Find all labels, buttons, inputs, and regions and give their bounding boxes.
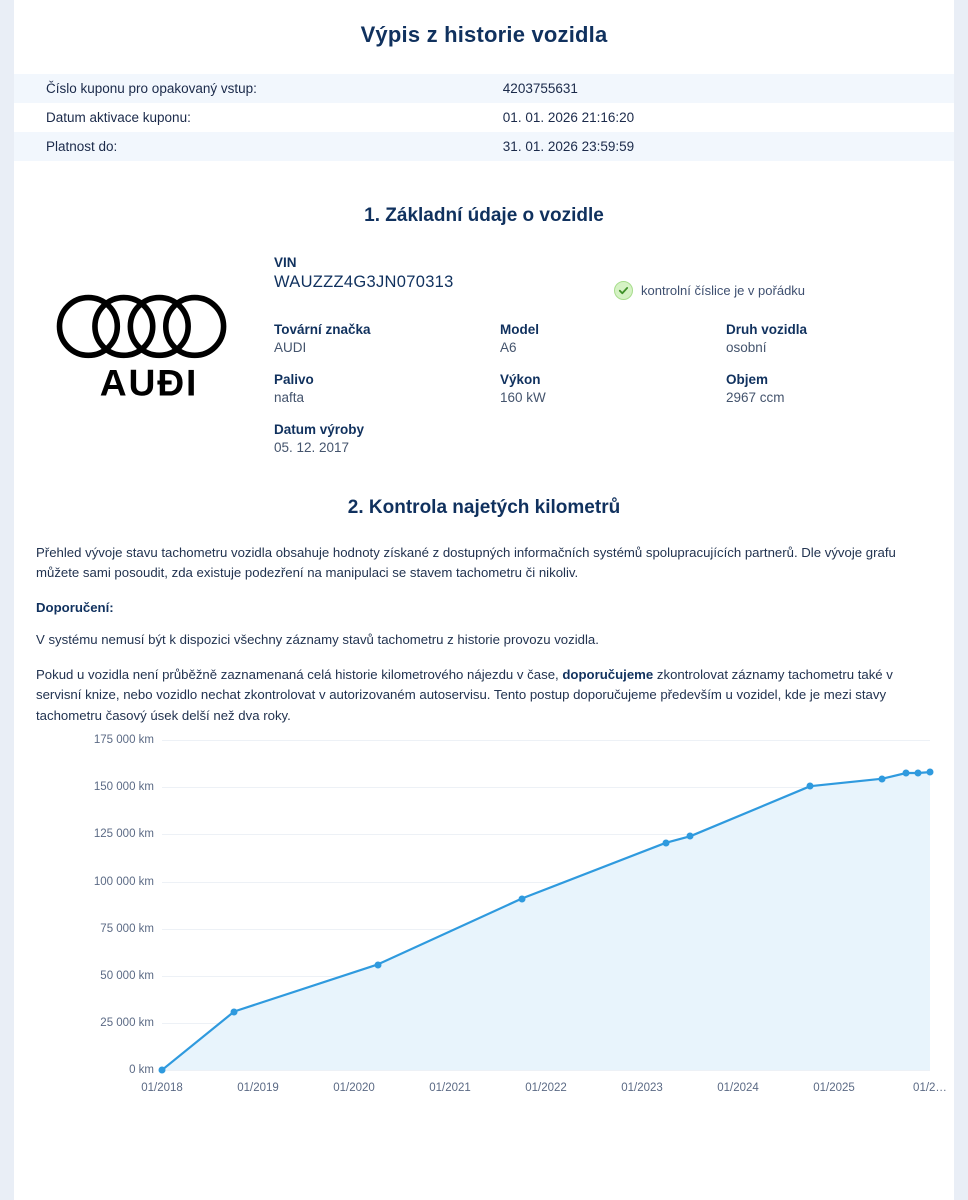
chart-y-tick-label: 150 000 km	[93, 781, 154, 794]
coupon-validity-value: 31. 01. 2026 23:59:59	[502, 139, 635, 154]
field-brand-label: Tovární značka	[274, 322, 371, 337]
chart-y-tick-label: 100 000 km	[93, 875, 154, 888]
chart-y-tick-label: 0 km	[129, 1064, 154, 1077]
chart-x-tick-label: 01/2020	[333, 1082, 375, 1095]
chart-x-tick-label: 01/2019	[237, 1082, 279, 1095]
field-fuel	[274, 372, 500, 405]
field-production-date-label: Datum výroby	[274, 422, 365, 437]
coupon-number-value: 4203755631	[502, 81, 578, 96]
field-power	[500, 372, 726, 405]
vin-check-status	[614, 255, 805, 300]
chart-data-point	[879, 775, 886, 782]
coupon-number-label: Číslo kuponu pro opakovaný vstup:	[46, 81, 257, 96]
paragraph-recommendation-part2: zkontrolovat záznamy tachometru také v servisní knize, nebo vozidlo nechat zkontrolovat v autorizovaném autoservisu. Tento postup doporučujeme především u vozidel, kde je mezi stavy tachometru časový úsek delší než dva roky.	[36, 666, 893, 723]
field-brand	[274, 322, 500, 355]
field-model-value: A6	[500, 340, 517, 355]
vin-value: WAUZZZ4G3JN070313	[274, 273, 454, 291]
table-row	[14, 132, 954, 161]
chart-x-tick-label: 01/2…	[913, 1082, 947, 1095]
chart-canvas	[36, 734, 947, 1110]
page-edge-left	[0, 0, 14, 1200]
brand-logo	[24, 251, 274, 455]
chart-data-point	[914, 770, 921, 777]
check-circle-icon	[614, 281, 633, 300]
chart-x-tick-label: 01/2022	[525, 1082, 567, 1095]
chart-x-tick-label: 01/2018	[141, 1082, 183, 1095]
paragraph-recommendation	[36, 665, 932, 726]
section-2-heading: 2. Kontrola najetých kilometrů	[347, 497, 621, 518]
page-title: Výpis z historie vozidla	[360, 22, 608, 47]
chart-data-point	[519, 895, 526, 902]
paragraph-recommendation-part1: Pokud u vozidla není průběžně zaznamenaná celá historie kilometrového nájezdu v čase,	[36, 666, 563, 682]
field-production-date-value: 05. 12. 2017	[274, 440, 350, 455]
vehicle-grid-row-3	[274, 422, 934, 455]
field-brand-value: AUDI	[274, 340, 307, 355]
table-row	[14, 74, 954, 103]
recommendation-label-text: Doporučení:	[36, 599, 114, 615]
chart-gridline	[162, 1070, 930, 1071]
section-2-text	[14, 543, 954, 726]
field-power-label: Výkon	[500, 372, 541, 387]
field-fuel-label: Palivo	[274, 372, 314, 387]
field-volume	[726, 372, 785, 405]
chart-plot-area	[162, 740, 930, 1070]
chart-data-point	[662, 839, 669, 846]
chart-x-tick-label: 01/2025	[813, 1082, 855, 1095]
vin-block	[274, 255, 614, 292]
field-fuel-value: nafta	[274, 390, 305, 405]
chart-y-tick-label: 175 000 km	[93, 734, 154, 747]
chart-data-point	[927, 769, 934, 776]
chart-y-axis	[36, 734, 154, 1080]
paragraph-availability: V systému nemusí být k dispozici všechny záznamy stavů tachometru z historie provozu vozidla.	[36, 632, 599, 648]
mileage-chart	[14, 734, 954, 1110]
vin-check-text: kontrolní číslice je v pořádku	[641, 283, 806, 298]
vehicle-grid-row-2	[274, 372, 934, 405]
paragraph-recommendation-emphasis: doporučujeme	[562, 666, 654, 682]
vehicle-fields	[274, 251, 934, 455]
audi-rings-icon	[54, 291, 244, 401]
field-vehicle-type	[726, 322, 807, 355]
chart-x-tick-label: 01/2024	[717, 1082, 759, 1095]
field-vehicle-type-value: osobní	[726, 340, 767, 355]
field-volume-value: 2967 ccm	[726, 390, 785, 405]
chart-series-line	[162, 740, 930, 1070]
chart-y-tick-label: 50 000 km	[100, 969, 154, 982]
coupon-validity-label: Platnost do:	[46, 139, 118, 154]
section-1-heading: 1. Základní údaje o vozidle	[364, 205, 604, 226]
chart-y-tick-label: 25 000 km	[100, 1017, 154, 1030]
field-production-date	[274, 422, 500, 455]
chart-data-point	[374, 961, 381, 968]
chart-data-point	[231, 1008, 238, 1015]
chart-data-point	[159, 1067, 166, 1074]
field-model	[500, 322, 726, 355]
paragraph-intro: Přehled vývoje stavu tachometru vozidla obsahuje hodnoty získané z dostupných informačních systémů spolupracujících partnerů. Dle vývoje grafu můžete sami posoudit, zda existuje podezření na manipulaci se stavem tachometru či nikoliv.	[36, 545, 896, 581]
coupon-info-table	[14, 74, 954, 161]
coupon-activation-value: 01. 01. 2026 21:16:20	[502, 110, 635, 125]
vehicle-info-block	[14, 251, 954, 455]
table-row	[14, 103, 954, 132]
field-power-value: 160 kW	[500, 390, 546, 405]
svg-text:AUƉI: AUƉI	[99, 361, 199, 401]
field-volume-label: Objem	[726, 372, 769, 387]
field-vehicle-type-label: Druh vozidla	[726, 322, 808, 337]
recommendation-label	[36, 598, 932, 618]
report-page	[14, 0, 954, 1200]
chart-data-point	[807, 783, 814, 790]
chart-data-point	[687, 833, 694, 840]
chart-y-tick-label: 125 000 km	[93, 828, 154, 841]
vin-label: VIN	[274, 255, 297, 270]
page-edge-right	[954, 0, 968, 1200]
vehicle-grid-row-1	[274, 322, 934, 355]
field-model-label: Model	[500, 322, 539, 337]
chart-x-tick-label: 01/2021	[429, 1082, 471, 1095]
chart-y-tick-label: 75 000 km	[100, 922, 154, 935]
chart-data-point	[903, 770, 910, 777]
coupon-activation-label: Datum aktivace kuponu:	[46, 110, 191, 125]
chart-x-tick-label: 01/2023	[621, 1082, 663, 1095]
vin-row	[274, 255, 934, 300]
